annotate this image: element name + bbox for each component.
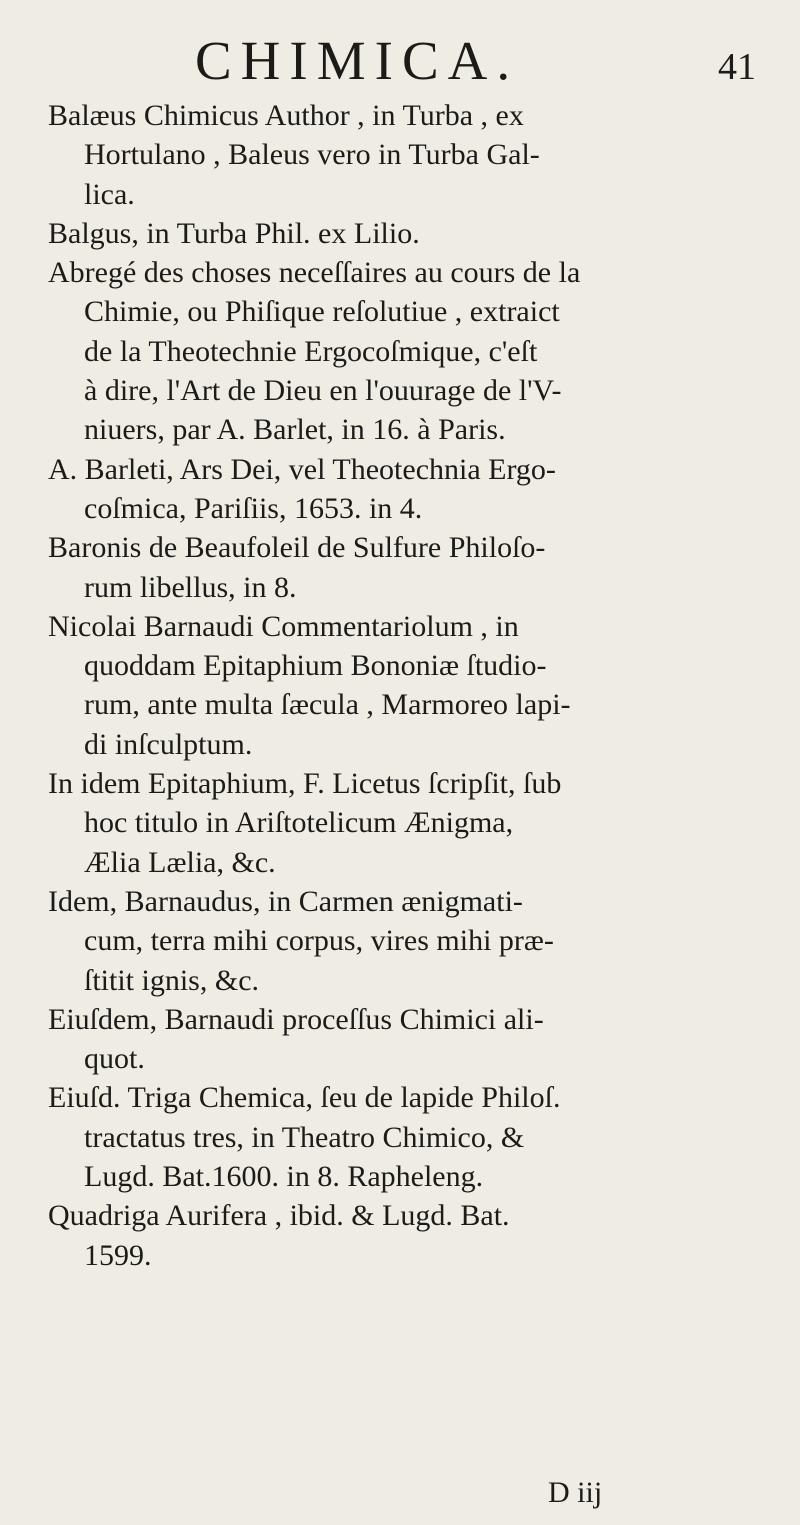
entry-line: di inſculptum.	[84, 727, 253, 761]
entry-line: A. Barleti, Ars Dei, vel Theotechnia Ergo-	[48, 452, 556, 486]
entry-line: hoc titulo in Ariſtotelicum Ænigma,	[84, 806, 514, 840]
entry-line: à dire, l'Art de Dieu en l'ouurage de l'V-	[84, 374, 562, 408]
entry-line: Nicolai Barnaudi Commentariolum , in	[48, 609, 519, 643]
entry-line: tractatus tres, in Theatro Chimico, &	[84, 1120, 525, 1154]
entry-line: Quadriga Aurifera , ibid. & Lugd. Bat.	[48, 1199, 510, 1233]
page-number: 41	[718, 46, 756, 88]
entry-line: ſtitit ignis, &c.	[84, 963, 260, 997]
signature-mark: D iij	[548, 1476, 603, 1509]
bibliography-entry	[48, 1078, 780, 1196]
entry-line: Idem, Barnaudus, in Carmen ænigmati-	[48, 884, 523, 918]
entry-line: quoddam Epitaphium Bononiæ ſtudio-	[84, 649, 547, 683]
running-title: CHIMICA.	[195, 30, 520, 91]
entry-line: Abregé des choses neceſſaires au cours de la	[48, 256, 581, 290]
entry-line: cum, terra mihi corpus, vires mihi præ-	[84, 924, 554, 958]
entry-line: lica.	[84, 177, 135, 211]
entry-line: Ælia Lælia, &c.	[84, 845, 276, 879]
bibliography-entry	[48, 1196, 780, 1275]
entry-line: niuers, par A. Barlet, in 16. à Paris.	[84, 413, 506, 447]
page-header	[0, 26, 800, 96]
bibliography-entry	[48, 528, 780, 607]
bibliography-entry	[48, 1000, 780, 1079]
bibliography-entry	[48, 214, 780, 253]
entry-line: Balgus, in Turba Phil. ex Lilio.	[48, 216, 420, 250]
bibliography-entry	[48, 607, 780, 764]
bibliography-entries	[48, 96, 780, 1275]
entry-line: Chimie, ou Phiſique reſolutiue , extraict	[84, 295, 560, 329]
entry-line: 1599.	[84, 1238, 152, 1272]
bibliography-entry	[48, 450, 780, 529]
entry-line: coſmica, Pariſiis, 1653. in 4.	[84, 491, 423, 525]
entry-line: rum libellus, in 8.	[84, 570, 297, 604]
bibliography-entry	[48, 882, 780, 1000]
entry-line: In idem Epitaphium, F. Licetus ſcripſit, ſub	[48, 767, 562, 801]
entry-line: Eiuſdem, Barnaudi proceſſus Chimici ali-	[48, 1002, 544, 1036]
entry-line: Balæus Chimicus Author , in Turba , ex	[48, 99, 524, 132]
entry-line: de la Theotechnie Ergocoſmique, c'eſt	[84, 334, 538, 368]
entry-line: quot.	[84, 1042, 145, 1076]
entry-line: rum, ante multa ſæcula , Marmoreo lapi-	[84, 688, 571, 722]
entry-line: Eiuſd. Triga Chemica, ſeu de lapide Philoſ.	[48, 1081, 561, 1115]
bibliography-entry	[48, 96, 780, 214]
entry-line: Baronis de Beaufoleil de Sulfure Philoſo-	[48, 531, 546, 565]
bibliography-entry	[48, 253, 780, 449]
entry-line: Hortulano , Baleus vero in Turba Gal-	[84, 138, 540, 172]
bibliography-entry	[48, 764, 780, 882]
entry-line: Lugd. Bat.1600. in 8. Rapheleng.	[84, 1160, 484, 1194]
